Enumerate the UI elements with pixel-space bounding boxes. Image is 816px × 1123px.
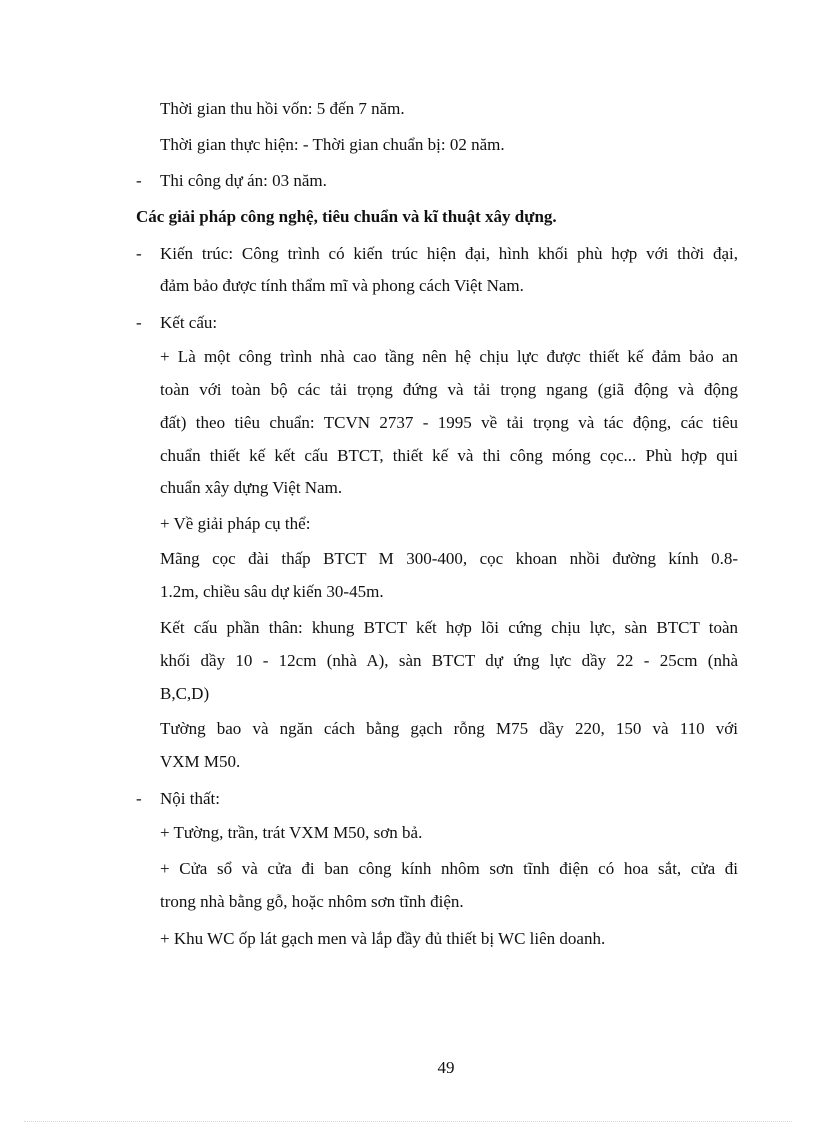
bullet-dash: - xyxy=(136,313,142,332)
bullet-dash: - xyxy=(136,244,142,263)
bullet-dash: - xyxy=(136,171,142,190)
bullet-dash: - xyxy=(136,789,142,808)
structure-paragraph-line-1: + Là một công trình nhà cao tầng nên hệ chịu lực được thiết kế đảm bảo an xyxy=(160,347,738,366)
superstructure-line-2: khối dầy 10 - 12cm (nhà A), sàn BTCT dự ứng lực dầy 22 - 25cm (nhà xyxy=(160,651,738,670)
structure-heading: Kết cấu: xyxy=(160,313,218,332)
specific-solution-heading: + Về giải pháp cụ thể: xyxy=(160,514,311,533)
structure-paragraph-line-3: đất) theo tiêu chuẩn: TCVN 2737 - 1995 về tải trọng và tác động, các tiêu xyxy=(160,413,738,432)
walls-line-2: VXM M50. xyxy=(160,752,241,771)
section-heading: Các giải pháp công nghệ, tiêu chuẩn và kĩ thuật xây dựng. xyxy=(136,207,557,226)
doors-windows-line-2: trong nhà bằng gỗ, hoặc nhôm sơn tĩnh điện. xyxy=(160,892,464,911)
foundation-line-1: Mãng cọc đài thấp BTCT M 300-400, cọc khoan nhồi đường kính 0.8- xyxy=(160,549,738,568)
superstructure-line-3: B,C,D) xyxy=(160,684,210,703)
walls-line-1: Tường bao và ngăn cách bằng gạch rỗng M75 dầy 220, 150 và 110 với xyxy=(160,719,738,738)
structure-paragraph-line-2: toàn với toàn bộ các tải trọng đứng và tải trọng ngang (giã động và động xyxy=(160,380,738,399)
payback-period-line: Thời gian thu hồi vốn: 5 đến 7 năm. xyxy=(160,99,405,118)
structure-paragraph-line-4: chuẩn thiết kế kết cấu BTCT, thiết kế và thi công móng cọc... Phù hợp qui xyxy=(160,446,738,465)
construction-time-line: Thi công dự án: 03 năm. xyxy=(160,171,327,190)
page-number: 49 xyxy=(437,1058,455,1077)
doors-windows-line-1: + Cửa sổ và cửa đi ban công kính nhôm sơn tĩnh điện có hoa sắt, cửa đi xyxy=(160,859,738,878)
implementation-time-line: Thời gian thực hiện: - Thời gian chuẩn bị: 02 năm. xyxy=(160,135,505,154)
architecture-line-2: đảm bảo được tính thẩm mĩ và phong cách Việt Nam. xyxy=(160,276,524,295)
foundation-line-2: 1.2m, chiều sâu dự kiến 30-45m. xyxy=(160,582,384,601)
footer-divider xyxy=(24,1121,792,1122)
structure-paragraph-line-5: chuẩn xây dựng Việt Nam. xyxy=(160,478,343,497)
superstructure-line-1: Kết cấu phần thân: khung BTCT kết hợp lõi cứng chịu lực, sàn BTCT toàn xyxy=(160,618,738,637)
architecture-line-1: Kiến trúc: Công trình có kiến trúc hiện đại, hình khối phù hợp với thời đại, xyxy=(160,244,738,263)
interior-heading: Nội thất: xyxy=(160,789,220,808)
interior-walls-line: + Tường, trần, trát VXM M50, sơn bả. xyxy=(160,823,423,842)
wc-line: + Khu WC ốp lát gạch men và lắp đầy đủ thiết bị WC liên doanh. xyxy=(160,929,606,948)
